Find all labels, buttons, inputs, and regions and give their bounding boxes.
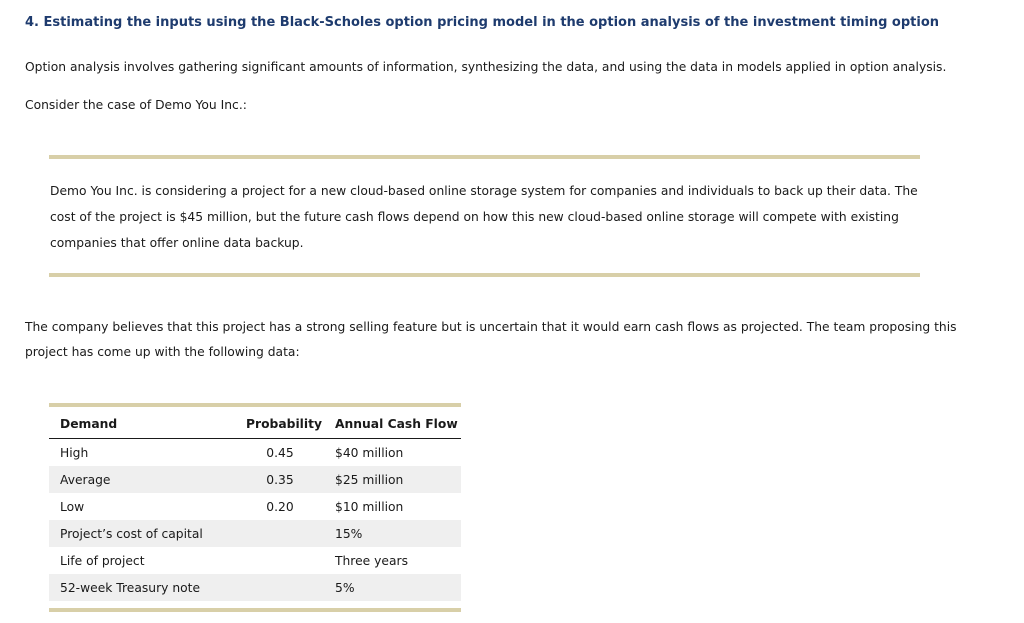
intro-paragraph: Option analysis involves gathering significant amounts of information, synthesizing the data, and using the data in models applied in option analysis. <box>25 60 947 74</box>
row-label: Low <box>60 499 85 514</box>
table-header-row <box>49 410 461 439</box>
row-probability: 0.20 <box>266 499 294 514</box>
row-value: $25 million <box>335 472 404 487</box>
row-value: $40 million <box>335 445 404 460</box>
table-row <box>49 520 461 547</box>
question-title: 4. Estimating the inputs using the Black-Scholes option pricing model in the option analysis of the investment timing option <box>25 15 940 30</box>
consider-paragraph: Consider the case of Demo You Inc.: <box>25 98 247 112</box>
row-probability: 0.35 <box>266 472 294 487</box>
company-paragraph: The company believes that this project has a strong selling feature but is uncertain that it would earn cash flows as projected. The team proposing this project has come up with the following data: <box>25 320 957 359</box>
row-value: Three years <box>335 553 408 568</box>
box-bottom-rule <box>49 273 920 277</box>
table-top-rule <box>49 403 461 407</box>
row-value: 15% <box>335 526 363 541</box>
case-description: Demo You Inc. is considering a project for a new cloud-based online storage system for companies and individuals to back up their data. The cost of the project is $45 million, but the future cash flows depend on how this new cloud-based online storage will compete with existing companies that offer online data backup. <box>50 184 918 250</box>
table-row <box>49 493 461 520</box>
table-row <box>49 547 461 574</box>
box-top-rule <box>49 155 920 159</box>
row-label: Project’s cost of capital <box>60 526 203 541</box>
table-row <box>49 466 461 493</box>
table-row <box>49 439 461 466</box>
row-value: $10 million <box>335 499 404 514</box>
header-demand: Demand <box>60 417 118 431</box>
data-table <box>49 410 461 601</box>
header-probability: Probability <box>246 417 322 431</box>
row-value: 5% <box>335 580 355 595</box>
row-probability: 0.45 <box>266 445 294 460</box>
table-bottom-rule <box>49 608 461 612</box>
table-row <box>49 574 461 601</box>
row-label: High <box>60 445 89 460</box>
row-label: Life of project <box>60 553 145 568</box>
header-annual-cash-flow: Annual Cash Flow <box>335 417 458 431</box>
row-label: 52-week Treasury note <box>60 580 201 595</box>
row-label: Average <box>60 472 111 487</box>
